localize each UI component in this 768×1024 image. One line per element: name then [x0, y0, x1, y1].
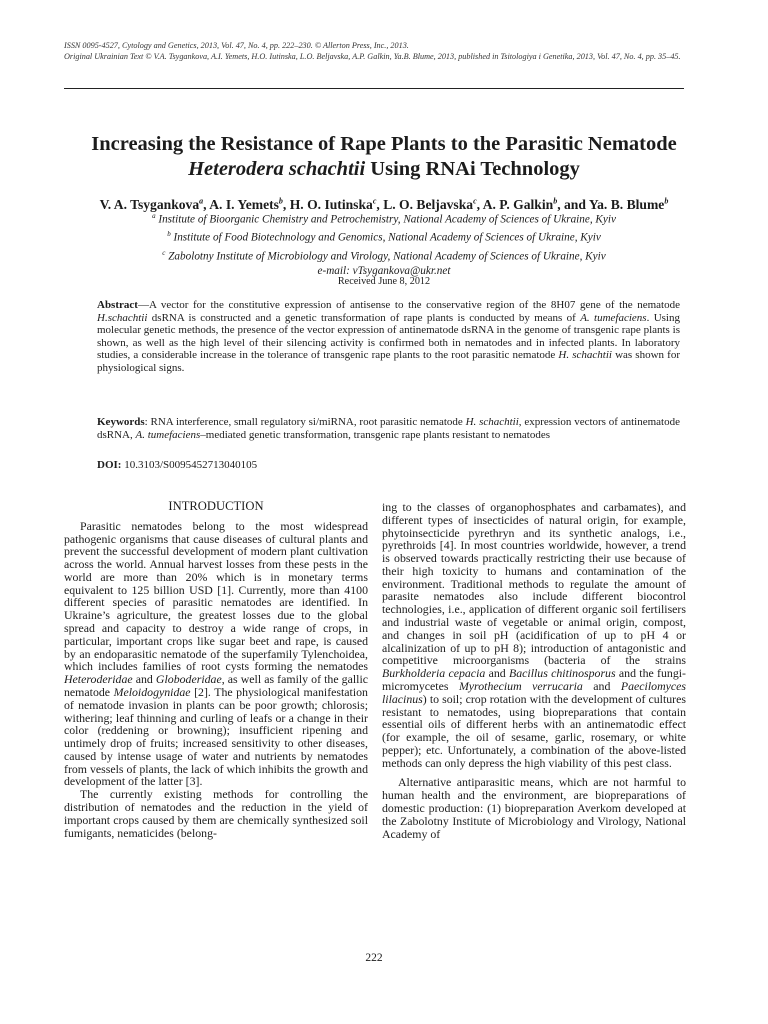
affiliation: $^c$ Zabolotny Institute of Microbiology and Virology, National Academy of Sciences of Ukraine, Kyiv — [162, 248, 606, 263]
affiliation: $^b$ Institute of Food Biotechnology and Genomics, National Academy of Sciences of Ukraine, Kyiv — [167, 230, 601, 245]
paper-title — [40, 132, 728, 182]
author: L. O. Beljavska$^c$, — [383, 196, 483, 212]
title-species: Heterodera schachtii — [188, 158, 366, 180]
author: H. O. Iutinska$^c$, — [289, 196, 384, 212]
author-email[interactable]: e-mail: vTsygankova@ukr.net — [317, 264, 451, 277]
affiliation: $^a$ Institute of Bioorganic Chemistry and Petrochemistry, National Academy of Sciences of Ukraine, Kyiv — [152, 212, 616, 226]
left-column — [64, 500, 368, 839]
author: A. I. Yemets$^b$, — [209, 196, 290, 212]
author: Ya. B. Blume$^b$ — [588, 196, 669, 212]
journal-header — [64, 41, 694, 62]
right-column — [382, 501, 686, 840]
journal-citation-line: ISSN 0095-4527, Cytology and Genetics, 2013, Vol. 47, No. 4, pp. 222–230. © Allerton Press, Inc., 2013. — [64, 41, 409, 50]
doi-label: DOI: — [97, 459, 122, 471]
received-date: Received June 8, 2012 — [337, 276, 431, 287]
title-line-1: Increasing the Resistance of Rape Plants to the Parasitic Nematode — [91, 133, 677, 155]
abstract-label: Abstract — [97, 299, 138, 311]
affiliations — [40, 209, 728, 279]
header-divider — [64, 88, 684, 89]
doi — [97, 459, 680, 472]
intro-paragraph-3: Alternative antiparasitic means, which are not harmful to human health and the environment, are biopreparations of domestic production: (1) biopreparation Averkom developed at the Zabolotny Institute of Microbiology and Virology, National Academy of — [382, 775, 686, 841]
abstract: Abstract—A vector for the constitutive expression of antisense to the conservative region of the 8H07 gene of the nematode H.schachtii dsRNA is constructed and a genetic transformation of rape plants is conducted by means of A. tumefaciens. Using molecular genetic methods, the presence of the vector expression of antinematode dsRNA in the genome of transgenic rape plants is shown, as well as the high level of their silencing activity is confirmed both in nematodes and in infected plants. In laboratory studies, a considerable increase in the tolerance of transgenic rape plants to the root parasitic nematode H. schachtii was shown for physiological signs. — [97, 299, 680, 374]
author: V. A. Tsygankova$^a$, — [99, 196, 210, 212]
doi-value[interactable]: 10.3103/S0095452713040105 — [121, 459, 258, 471]
intro-paragraph-2-continued: ing to the classes of organophosphates and carbamates), and different types of insecticides of natural origin, for example, phytoinsecticide pyrethryn and its synthetic analogs, i.e., pyrethroids [4]. In most countries worldwide, however, a trend is observed towards practically restricting their use because of their high toxicity to humans and contamination of the environment. Traditional methods to regulate the amount of parasite nematodes also include different biocontrol technologies, i.e., application of different organic soil fertilisers and industrial waste of vegetable or animal origin, compost, and changes in soil pH (acidification of up to pH 4 or alcalinization of up to pH 8); introduction of antagonistic and competitive microorganisms (bacteria of the strains Burkholderia cepacia and Bacillus chitinosporus and the fungi-micromycetes Myrothecium verrucaria and Paecilomyces lilacinus) to soil; crop rotation with the development of cultures resistant to nematodes, using biopreparations that contain essential oils of different herbs with an antinematodic effect (for example, the oil of sesame, garlic, rosemary, or white pepper); etc. Unfortunately, a combination of the above-listed methods can only depress the high viability of this pest class. — [382, 500, 686, 770]
title-line-2-rest: Using RNAi Technology — [365, 158, 580, 180]
page-number: 222 — [365, 952, 383, 964]
intro-paragraph-2: The currently existing methods for controlling the distribution of nematodes and the reduction in the yield of important crops caused by them are chemically synthesized soil fumigants, nematicides (belong- — [64, 787, 368, 840]
author: A. P. Galkin$^b$, and — [482, 196, 589, 212]
keywords: Keywords: RNA interference, small regulatory si/miRNA, root parasitic nematode H. schachtii, expression vectors of antinematode dsRNA, A. tumefaciens–mediated genetic transformation, transgenic rape plants resistant to nematodes — [97, 416, 680, 441]
keywords-label: Keywords — [97, 416, 145, 428]
intro-paragraph-1: Parasitic nematodes belong to the most widespread pathogenic organisms that cause diseases of cultural plants and prevent the successful development of modern plant cultivation across the world. Annual harvest losses from these pests in the world are more than 20% which is in monetary terms equivalent to 125 billion USD [1]. Currently, more than 4100 different species of parasitic nematodes are identified. In Ukraine’s agriculture, the greatest losses due to the global spread and capacity to destroy a wide range of crops, in particular, important crops like sugar beet and rape, is caused by an endoparasitic nematode of the superfamily Tylenchoidea, which includes families of root cysts forming the nematodes Heteroderidae and Globoderidae, as well as family of the gallic nematode Meloidogynidae [2]. The physiological manifestation of nematode invasion in plants can be poor growth; chlorosis; withering; leaf thinning and curling of leafs or a change in their color (reddening or browning); insufficient ripening and untimely drop of fruits; increased sensitivity to other diseases, caused by intense usage of water and nutrients by nematodes from vessels of plants, the lack of which inhibits the growth and development of the latter [3]. — [64, 518, 368, 789]
original-text-line: Original Ukrainian Text © V.A. Tsygankova, A.I. Yemets, H.O. Iutinska, L.O. Beljavska, A.P. Galkin, Ya.B. Blume, 2013, published in Tsitologiya i Genetika, 2013, Vol. 47, No. 4, pp. 35–45. — [64, 51, 681, 61]
section-heading-introduction: INTRODUCTION — [168, 499, 264, 513]
title-line-2 — [40, 157, 728, 182]
